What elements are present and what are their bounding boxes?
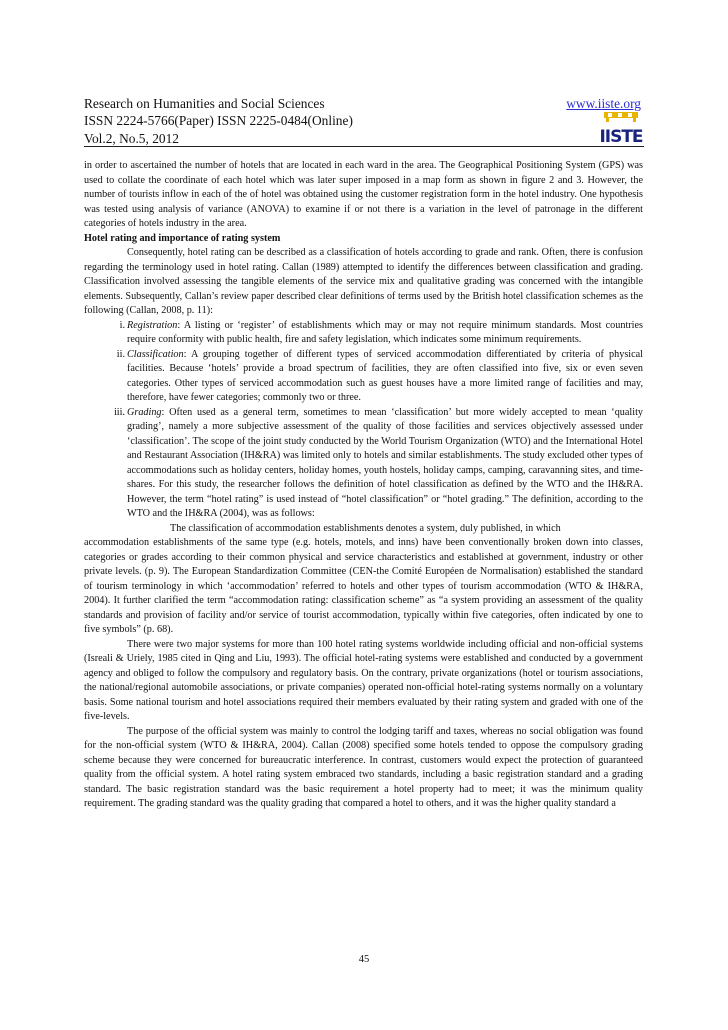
volume-line: Vol.2, No.5, 2012 xyxy=(84,130,179,146)
article-body xyxy=(84,159,643,812)
list-term: Grading xyxy=(127,406,162,418)
paragraph-classification-quote: accommodation establishments of the same type (e.g. hotels, motels, and inns) have been conventionally broken down into classes, categories or grades according to their common physical and service characteristics and established at government, industry or other private levels. (p. 9). The European Standardization Committee (CEN-the Comité Européen de Normalisation) established the standard of tourism terminology in which ‘accommodation’ referred to hotels and other types of tourism accommodation (WTO & IH&RA, 2004). It further clarified the term “accommodation rating: classification scheme” as “a system providing an assessment of the quality standards and provision of facility and/or service of tourist accommodation, typically within five categories, often indicated by one to five symbols” (p. 68). xyxy=(84,537,643,635)
list-text: : Often used as a general term, sometimes to mean ‘classification’ but more widely accepted to mean ‘quality grading’, namely a more subjective assessment of the quality of those facilities and services objectively assessed under ‘classification’. The scope of the joint study conducted by the World Tourism Organization (WTO) and the International Hotel and Restaurant Association (IH&RA) was limited only to hotels and similar establishments. The study excluded other types of accommodations such as holiday centers, holiday homes, youth hostels, holiday camps, camping, caravanning sites, and time-shares. For this study, the researcher follows the definition of hotel classification as defined by the WTO and the IH&RA. However, the term “hotel rating” is used instead of “hotel classification” or “hotel grading.” The definition, according to the WTO and the IH&RA (2004), was as follows: xyxy=(127,406,643,519)
issn-line: ISSN 2224-5766(Paper) ISSN 2225-0484(Online) xyxy=(84,113,353,129)
list-item xyxy=(84,319,643,348)
list-number: iii. xyxy=(113,406,125,418)
list-term: Classification xyxy=(127,348,184,360)
list-text: : A grouping together of different types of serviced accommodation differentiated by criteria of physical facilities. Because ‘hotels’ provide a broad spectrum of facilities, they are often classified into five, six or even seven categories. Other types of serviced accommodation such as guest houses have a more limited range of facilities and may, therefore, have fewer categories; commonly two or three. xyxy=(127,348,643,403)
logo-text: IISTE xyxy=(599,127,643,145)
list-number: ii. xyxy=(116,348,125,360)
section-heading: Hotel rating and importance of rating system xyxy=(84,232,281,244)
list-text: : A listing or ‘register’ of establishments which may or may not require minimum standards. Most countries require conformity with public health, fire and safety legislation, which indicates some minimum requirements. xyxy=(127,319,643,345)
paragraph-official-system: The purpose of the official system was mainly to control the lodging tariff and taxes, whereas no social obligation was found for the non-official system (WTO & IH&RA, 2004). Callan (2008) specified some hotels tended to oppose the compulsory grading scheme because they were concerned for bureaucratic interference. In contrast, customers would expect the protection of guaranteed quality from the official system. A hotel rating system embraced two standards, including a basic registration standard and a grading standard. The basic registration standard was the basic requirement a hotel property had to meet; it was the minimum quality requirement. The grading standard was the quality grading that compared a hotel to others, and it was the higher quality standard a xyxy=(84,725,643,809)
iiste-logo-icon xyxy=(598,111,644,145)
list-term: Registration xyxy=(127,319,178,331)
page-number: 45 xyxy=(358,954,370,965)
running-header xyxy=(84,95,644,147)
journal-url-link[interactable]: www.iiste.org xyxy=(566,96,641,111)
paragraph-methods: in order to ascertained the number of hotels that are located in each ward in the area. The Geographical Positioning System (GPS) was used to collate the coordinate of each hotel which was later super imposed in a map form as shown in figure 2 and 3. However, the number of tourists inflow in each of the of hotel was obtained using the customer registration form in the hotel industry. One hypothesis was tested using analysis of variance (ANOVA) to examine if or not there is a variation in the level of patronage in the different categories of hotels industry in the area. xyxy=(84,160,643,229)
paragraph-rating-systems: There were two major systems for more than 100 hotel rating systems worldwide including official and non-official systems (Isreali & Uriely, 1985 cited in Qing and Liu, 1993). The official hotel-rating systems were established and conducted by a government agency and obliged to follow the compulsory and regulatory basis. On the contrary, private organizations (hotel or tourism associations, the national/regional automobile associations, or private companies) operated non-official hotel-rating systems normally on a voluntary basis. Some national tourism and hotel associations required their members evaluated by their rating system and graded with one of the five-levels. xyxy=(84,638,643,722)
paragraph-rating-definition: Consequently, hotel rating can be described as a classification of hotels according to grade and rank. Often, there is confusion regarding the terminology used in hotel rating. Callan (1989) attempted to identify the differences between classification and grading. Classification involved assessing the tangible elements of the service mix and qualitative grading was concerned with the intangible elements. Subsequently, Callan’s review paper described clear definitions of terms used by the British hotel classification schemes as the following (Callan, 2008, p. 11): xyxy=(84,247,643,316)
list-number: i. xyxy=(119,319,125,331)
header-divider xyxy=(84,146,644,147)
quote-first-line: The classification of accommodation establishments denotes a system, duly published, in which xyxy=(170,522,561,534)
list-item xyxy=(84,406,643,522)
list-item xyxy=(84,348,643,406)
journal-title: Research on Humanities and Social Sciences xyxy=(84,96,325,111)
